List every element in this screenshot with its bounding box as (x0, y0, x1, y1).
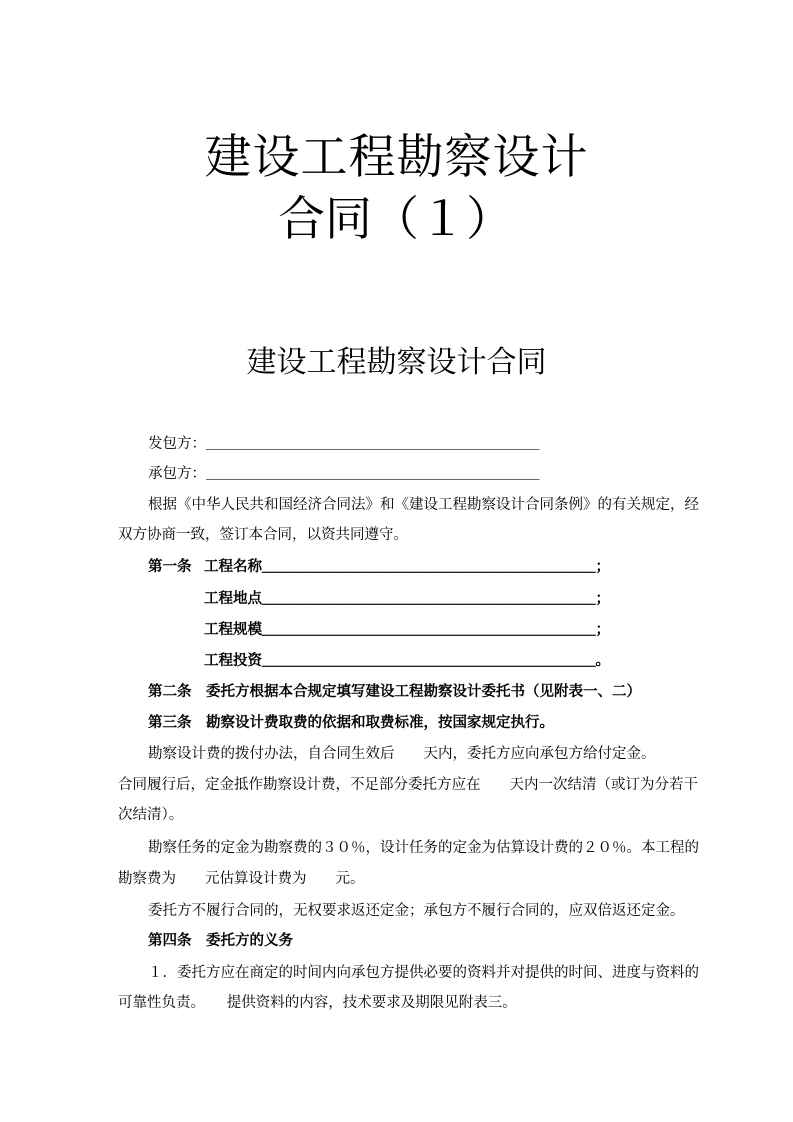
preamble-line2: 双方协商一致，签订本合同，以资共同遵守。 (118, 527, 408, 543)
article3-paragraph3-line2: 勘察费为 元估算设计费为 元。 (118, 871, 365, 887)
article1-heading: 第一条 (148, 559, 192, 575)
article4-heading: 第四条 委托方的义务 (148, 933, 293, 949)
article3-paragraph1: 勘察设计费的拨付办法，自合同生效后 天内，委托方应向承包方给付定金。 (148, 746, 656, 762)
project-location-field: 工程地点＿＿＿＿＿＿＿＿＿＿＿＿＿＿＿＿＿＿＿＿＿＿＿； (204, 591, 610, 607)
article3-paragraph2-line2: 次结清）。 (118, 807, 184, 823)
article3-heading: 第三条 勘察设计费取费的依据和取费标准，按国家规定执行。 (148, 715, 554, 731)
article2-text: 第二条 委托方根据本合规定填写建设工程勘察设计委托书（见附表一、二） (148, 684, 641, 700)
document-title-line2: 合同（１） (278, 192, 513, 247)
article3-paragraph2-line1: 合同履行后，定金抵作勘察设计费，不足部分委托方应在 天内一次结清（或订为分若干 (118, 777, 698, 793)
document-title-line1: 建设工程勘察设计 (204, 130, 589, 185)
project-name-field: 工程名称＿＿＿＿＿＿＿＿＿＿＿＿＿＿＿＿＿＿＿＿＿＿＿； (204, 559, 610, 575)
preamble-line1: 根据《中华人民共和国经济合同法》和《建设工程勘察设计合同条例》的有关规定，经 (148, 497, 699, 513)
project-investment-field: 工程投资＿＿＿＿＿＿＿＿＿＿＿＿＿＿＿＿＿＿＿＿＿＿＿。 (204, 653, 610, 669)
contractor-field: 承包方：＿＿＿＿＿＿＿＿＿＿＿＿＿＿＿＿＿＿＿＿＿＿＿ (148, 466, 540, 482)
article3-paragraph4: 委托方不履行合同的，无权要求返还定金；承包方不履行合同的，应双倍返还定金。 (148, 903, 685, 919)
contract-subtitle: 建设工程勘察设计合同 (246, 345, 547, 380)
article3-paragraph3-line1: 勘察任务的定金为勘察费的３０％，设计任务的定金为估算设计费的２０％。本工程的 (148, 840, 699, 856)
employer-field: 发包方：＿＿＿＿＿＿＿＿＿＿＿＿＿＿＿＿＿＿＿＿＿＿＿ (148, 436, 540, 452)
project-scale-field: 工程规模＿＿＿＿＿＿＿＿＿＿＿＿＿＿＿＿＿＿＿＿＿＿＿； (204, 622, 610, 638)
article4-item1-line2: 可靠性负责。 提供资料的内容，技术要求及期限见附表三。 (118, 995, 517, 1011)
article4-item1-line1: １．委托方应在商定的时间内向承包方提供必要的资料并对提供的时间、进度与资料的 (148, 965, 699, 981)
